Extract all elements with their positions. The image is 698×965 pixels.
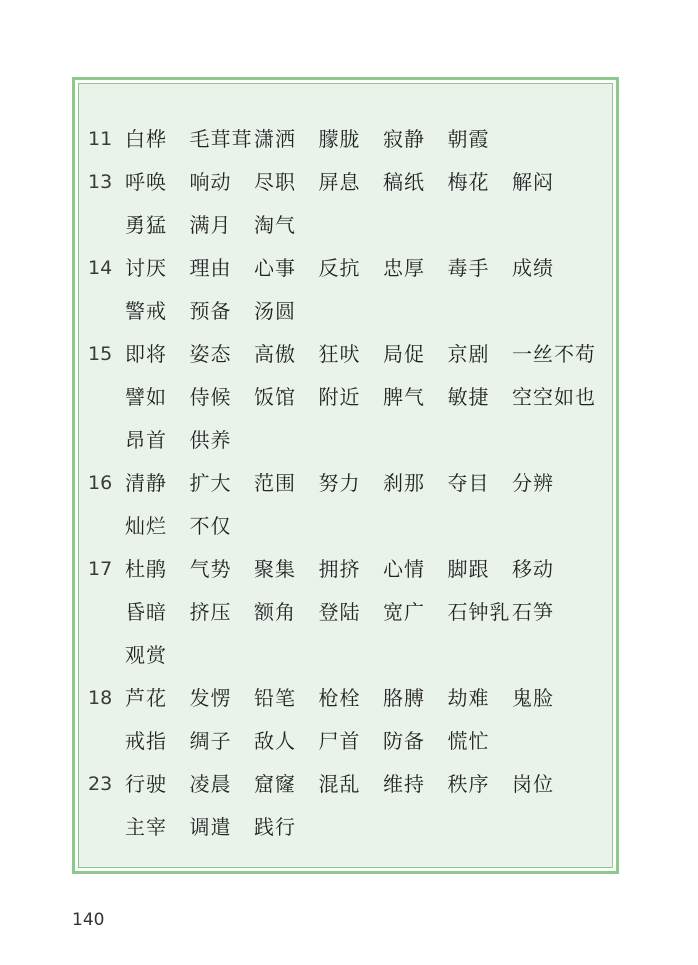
vocab-word: 局促 xyxy=(383,342,425,366)
vocab-word: 灿烂 xyxy=(125,514,167,538)
vocab-word: 狂吠 xyxy=(318,342,361,366)
vocab-word: 移动 xyxy=(512,557,554,581)
vocab-word: 清静 xyxy=(125,471,167,495)
vocab-word: 稿纸 xyxy=(383,170,425,194)
vocab-word: 空空如也 xyxy=(512,385,596,409)
vocab-word: 朦胧 xyxy=(318,127,361,151)
vocab-word: 梅花 xyxy=(447,170,490,194)
vocab-word: 毛茸茸 xyxy=(189,127,253,151)
vocab-word: 寂静 xyxy=(383,127,425,151)
vocab-word: 理由 xyxy=(189,256,232,280)
vocab-word: 心情 xyxy=(383,557,425,581)
vocab-word: 侍候 xyxy=(189,385,232,409)
vocab-word: 发愣 xyxy=(189,686,232,710)
lesson-number: 13 xyxy=(88,171,113,193)
lesson-number: 23 xyxy=(88,773,113,795)
vocab-word: 刹那 xyxy=(383,471,425,495)
vocab-word: 慌忙 xyxy=(447,729,490,753)
vocab-word: 范围 xyxy=(254,471,296,495)
vocab-word: 气势 xyxy=(189,557,232,581)
vocab-word: 主宰 xyxy=(125,815,167,839)
vocab-word: 敏捷 xyxy=(447,385,490,409)
vocab-word: 饭馆 xyxy=(254,385,296,409)
vocab-word: 秩序 xyxy=(447,772,490,796)
vocab-word: 昏暗 xyxy=(125,600,167,624)
vocab-word: 分辨 xyxy=(512,471,554,495)
vocab-word: 一丝不苟 xyxy=(512,342,596,366)
vocab-word: 行驶 xyxy=(125,772,167,796)
vocab-word: 脾气 xyxy=(383,385,425,409)
vocab-word: 石笋 xyxy=(512,600,554,624)
vocab-word: 解闷 xyxy=(512,170,554,194)
lesson-block xyxy=(79,763,612,849)
vocab-word: 践行 xyxy=(254,815,296,839)
vocab-word: 宽广 xyxy=(383,600,425,624)
vocab-word: 心事 xyxy=(254,256,296,280)
vocab-word: 讨厌 xyxy=(125,256,167,280)
vocab-word: 芦花 xyxy=(125,686,167,710)
vocab-word: 附近 xyxy=(318,385,361,409)
vocab-word: 观赏 xyxy=(125,643,167,667)
page-number: 140 xyxy=(72,910,105,930)
vocab-word: 凌晨 xyxy=(189,772,232,796)
vocab-word: 白桦 xyxy=(125,127,167,151)
vocab-word: 满月 xyxy=(189,213,232,237)
vocab-word: 夺目 xyxy=(447,471,490,495)
lesson-number: 17 xyxy=(88,558,113,580)
vocab-word: 胳膊 xyxy=(383,686,425,710)
vocab-word: 警戒 xyxy=(125,299,167,323)
vocab-word: 鬼脸 xyxy=(512,686,554,710)
vocab-word: 汤圆 xyxy=(254,299,296,323)
vocab-word: 屏息 xyxy=(318,170,361,194)
vocab-word: 勇猛 xyxy=(125,213,167,237)
vocab-word: 京剧 xyxy=(447,342,490,366)
vocab-word: 预备 xyxy=(189,299,232,323)
vocab-word: 毒手 xyxy=(447,256,490,280)
lesson-block xyxy=(79,548,612,677)
vocab-word: 淘气 xyxy=(254,213,296,237)
lesson-block xyxy=(79,677,612,763)
vocab-word: 挤压 xyxy=(189,600,232,624)
vocab-word: 朝霞 xyxy=(447,127,490,151)
vocab-word: 敌人 xyxy=(254,729,296,753)
vocab-word: 高傲 xyxy=(254,342,296,366)
vocab-word: 成绩 xyxy=(512,256,554,280)
vocab-word: 反抗 xyxy=(318,256,361,280)
vocab-word: 窟窿 xyxy=(254,772,296,796)
vocab-word: 登陆 xyxy=(318,600,361,624)
vocab-word: 即将 xyxy=(125,342,167,366)
vocab-word: 岗位 xyxy=(512,772,554,796)
vocab-word: 譬如 xyxy=(125,385,167,409)
vocab-word: 石钟乳 xyxy=(447,600,511,624)
lesson-number: 11 xyxy=(88,128,113,150)
lesson-number: 18 xyxy=(88,687,113,709)
vocab-word: 尸首 xyxy=(318,729,361,753)
vocab-word: 戒指 xyxy=(125,729,167,753)
vocab-word: 防备 xyxy=(383,729,425,753)
vocabulary-panel xyxy=(78,83,613,868)
vocab-word: 聚集 xyxy=(254,557,296,581)
vocab-word: 姿态 xyxy=(189,342,232,366)
vocab-word: 尽职 xyxy=(254,170,296,194)
lesson-block xyxy=(79,247,612,333)
vocab-word: 呼唤 xyxy=(125,170,167,194)
lesson-number: 16 xyxy=(88,472,113,494)
vocab-word: 枪栓 xyxy=(318,686,361,710)
lesson-block xyxy=(79,462,612,548)
lesson-block xyxy=(79,333,612,462)
vocabulary-box xyxy=(72,77,619,874)
vocab-word: 铅笔 xyxy=(254,686,296,710)
lesson-block xyxy=(79,161,612,247)
lesson-number: 14 xyxy=(88,257,113,279)
vocab-word: 拥挤 xyxy=(318,557,361,581)
vocab-word: 混乱 xyxy=(318,772,361,796)
vocab-word: 杜鹃 xyxy=(125,557,167,581)
vocab-word: 扩大 xyxy=(189,471,232,495)
lesson-number: 15 xyxy=(88,343,113,365)
vocab-word: 绸子 xyxy=(189,729,232,753)
vocab-word: 响动 xyxy=(189,170,232,194)
vocab-word: 昂首 xyxy=(125,428,167,452)
vocab-word: 不仅 xyxy=(189,514,232,538)
vocab-word: 调遣 xyxy=(189,815,232,839)
vocab-word: 劫难 xyxy=(447,686,490,710)
vocab-word: 供养 xyxy=(189,428,232,452)
vocab-word: 维持 xyxy=(383,772,425,796)
lesson-block xyxy=(79,118,612,161)
vocab-word: 脚跟 xyxy=(447,557,490,581)
vocab-word: 潇洒 xyxy=(254,127,296,151)
vocab-word: 额角 xyxy=(254,600,296,624)
vocab-word: 忠厚 xyxy=(383,256,425,280)
vocab-word: 努力 xyxy=(318,471,361,495)
